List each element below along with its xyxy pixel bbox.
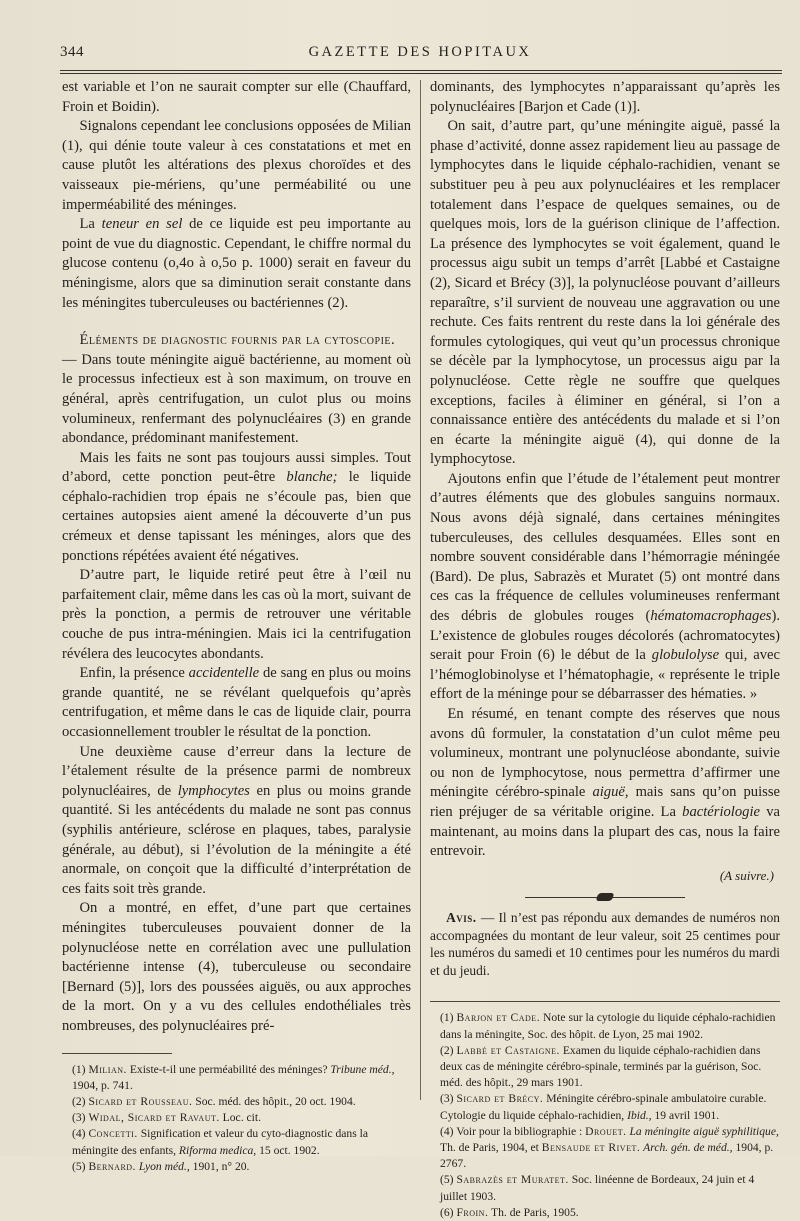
text-run: de ce liquide est peu importante au point de vue du diagnostic. Cependant, le chiffre normal du glucose contenu (o,4o à o,5o p. 1000) serait en faveur du méningisme, alors que sa diminution serait constante dans les méningites tuberculeuses ou bactériennes (2).	[62, 216, 411, 311]
header-rule	[60, 70, 782, 71]
paragraph: — Dans toute méningite aiguë bactérienne, au moment où le processus infectieux est à son maximum, on trouve en général, après centrifugation, un culot plus ou moins volumineux, renfermant des polynucléaires (3) en grande abondance, prédominant manifestement.	[62, 351, 411, 447]
paragraph: est variable et l’on ne saurait compter sur elle (Chauffard, Froin et Boidin).	[62, 79, 411, 115]
paragraph	[430, 705, 780, 862]
journal-title: GAZETTE DES HOPITAUX	[308, 44, 532, 60]
text-run: le liquide céphalo-rachidien trop épais ne s’écoule pas, bien que certaines autopsies aient amené la découverte d’un pus crémeux et dense tapissant les méninges, alors que des ponctions répétées avaient été négatives.	[62, 469, 412, 564]
footnote-author: Bernard.	[88, 1159, 136, 1173]
footnote-author: Concetti.	[88, 1127, 138, 1141]
text-run: Ajoutons enfin que l’étude de l’étalement peut montrer d’autres éléments que des globules sanguins normaux. Nous avons déjà signalé, dans certaines méningites tuberculeuses, des cellules desquamées. Elles sont en nombre souvent considérable dans l’hémorragie méningée (Bard). De plus, Sabrazès et Muratet (5) ont montré dans ces cas la fréquence de cellules volumineuses renfermant des débris de globules rouges (	[430, 470, 780, 625]
italic-text: aiguë,	[592, 784, 629, 801]
footnote-rule	[62, 1053, 172, 1054]
text-run: Examen du liquide céphalo-rachidien dans deux cas de méningite cérébro-spinale, terminés par la guérison, Soc. méd. des hôpit., 29 mars 1901.	[440, 1043, 762, 1090]
text-run: La	[79, 216, 95, 233]
text-run: Existe-t-il une perméabilité des méninges?	[129, 1062, 328, 1076]
text-run: Une deuxième cause d’erreur dans la lecture de l’étalement résulte de la présence parmi de nombreux polynucléaires, de	[62, 743, 411, 799]
text-run: Loc. cit.	[222, 1111, 261, 1125]
text-run: En résumé, en tenant compte des réserves que nous avons dû formuler, la constatation d’un culot même peu volumineux, montrant une polynucléose abondante, suivie ou non de lymphocytose, nous permettra d’affirmer une méningite cérébro-spinale	[430, 706, 780, 801]
text-run: de sang en plus ou moins grande quantité, ne se révélant quelquefois qu’après centrifugation, et même dans le cas de liquide clair, pourra occasionnellement troubler le résultat de la ponction.	[62, 665, 411, 740]
column-divider	[420, 80, 421, 1100]
text-run: Th. de Paris, 1905.	[491, 1205, 579, 1219]
ornament-diamond	[596, 893, 615, 901]
text-run: Mais les faits ne sont pas toujours aussi simples. Tout d’abord, cette ponction peut-être	[62, 449, 411, 486]
italic-text: La méningite aiguë syphilitique,	[629, 1124, 779, 1138]
footnote-author: Sicard et Brécy.	[456, 1092, 544, 1106]
section-heading	[62, 331, 411, 351]
footnote-number: (5)	[72, 1159, 86, 1173]
footnote	[62, 1126, 411, 1158]
italic-text: Ibid.,	[627, 1108, 652, 1122]
italic-text: Tribune méd.,	[330, 1062, 395, 1076]
footnote	[62, 1062, 411, 1094]
text-run: Th. de Paris, 1904, et	[440, 1140, 539, 1154]
text-run: 19 avril 1901.	[654, 1108, 720, 1122]
ornamental-divider	[525, 893, 685, 903]
footnote-author: Milian.	[88, 1062, 127, 1076]
paragraph	[62, 664, 411, 742]
italic-text: blanche;	[286, 469, 338, 486]
text-run: 1904, p. 741.	[72, 1078, 133, 1092]
text-run: en plus ou moins grande quantité. Si les antécédents du malade ne sont pas connus (syphilis antérieure, sclérose en plaques, tabes, paralysie générale, au début), si l’évolution de la méningite a été anormale, on conçoit que la difficulté d’interprétation de ces faits soit très grande.	[62, 782, 411, 897]
footnote	[430, 1043, 780, 1092]
text-run: ). L’existence de globules rouges décolorés (achromatocytes) serait pour Froin (6) le début de la	[430, 608, 780, 664]
italic-text: Riforma medica,	[178, 1143, 257, 1157]
paragraph	[430, 470, 780, 705]
paragraph: On a montré, en effet, d’une part que certaines méningites tuberculeuses pouvaient donner de la polynucléose nette en corrélation avec une pullulation bactérienne intense (4), tuberculeuse ou secondaire [Bernard (5)], lors des poussées aiguës, ou aux approches de la mort. On y a vu des cellules endothéliales très nombreuses, des polynucléaires pré-	[62, 900, 411, 1034]
paragraph	[62, 215, 411, 313]
footnote-author: Labbé et Castaigne.	[456, 1043, 560, 1057]
footnote	[62, 1159, 411, 1175]
footnote-number: (3)	[72, 1111, 86, 1125]
text-run: mais sans qu’on puisse rien préjuger de sa véritable origine. La	[430, 784, 780, 820]
notice-paragraph	[430, 909, 780, 979]
footnote	[430, 1172, 780, 1204]
text-run: Soc. méd. des hôpit., 20 oct. 1904.	[195, 1094, 356, 1108]
footnote-number: (1)	[72, 1062, 86, 1076]
italic-text: accidentelle	[188, 665, 260, 682]
footnote-author: Sabrazès et Muratet.	[456, 1173, 569, 1187]
footnote	[62, 1094, 411, 1110]
notice-label: Avis.	[446, 910, 477, 926]
paragraph: On sait, d’autre part, qu’une méningite aiguë, passé la phase d’activité, donne assez rapidement lieu au passage de lymphocytes dans le liquide céphalo-rachidien, venant se substituer peu à peu aux polynucléaires et les remplacer totalement dans l’espace de quelques semaines, ou de quelques mois, lors de la guérison clinique de l’affection. La présence des lymphocytes se voit également, quand le processus aigu subit un temps d’arrêt [Labbé et Castaigne (2), Sicard et Brécy (3)], la polynucléose pouvant d’ailleurs reparaître, s’il survient de nouveau une aggravation ou une rechute. Ces faits rentrent du reste dans la loi générale des formules cytologiques, qui veut qu’un processus chronique se décèle par la lymphocytose, un processus aigu par la polynucléose. Cette règle ne souffre que quelques exceptions, faciles à éliminer en général, si l’on a connaissance entière des antécédents du malade et si l’on en écarte la méningite aiguë (4), qui donne de la lymphocytose.	[430, 118, 780, 468]
footnote-number: (5)	[440, 1173, 454, 1187]
footnote-number: (2)	[440, 1043, 454, 1057]
italic-text: lymphocytes	[177, 782, 250, 799]
text-run: Soc. linéenne de Bordeaux, 24 juin et 4 juillet 1903.	[440, 1173, 755, 1203]
paragraph: dominants, des lymphocytes n’apparaissant qu’après les polynucléaires [Barjon et Cade (1)].	[430, 79, 780, 115]
footnotes-left	[62, 1062, 411, 1175]
to-be-continued	[430, 866, 774, 886]
italic-text: Arch. gén. de méd.,	[643, 1140, 733, 1154]
italic-text: hématomacrophages	[650, 608, 772, 625]
italic-text: bactériologie	[682, 803, 760, 820]
text-run: Méningite cérébro-spinale ambulatoire curable. Cytologie du liquide céphalo-rachidien,	[440, 1092, 767, 1122]
section-heading-text: Éléments de diagnostic fournis par la cytoscopie.	[79, 332, 396, 349]
footnote	[62, 1110, 411, 1126]
text-run: 1904, p. 2767.	[440, 1140, 774, 1171]
notice-text: — Il n’est pas répondu aux demandes de numéros non accompagnées du montant de leur valeur, soit 25 centimes pour les numéros du samedi et 10 centimes pour les numéros du mardi et du jeudi.	[430, 910, 780, 978]
to-be-continued-text: (A suivre.)	[719, 867, 774, 883]
text-run: qui, avec l’hémoglobinolyse et l’hématophagie, « représente le triple effort de la méninge pour se débarrasser des hématies. »	[430, 647, 781, 703]
paragraph	[62, 743, 411, 900]
footnote-rule	[430, 1001, 780, 1002]
text-run: va maintenant, au moins dans la plupart des cas, nous la faire entrevoir.	[430, 803, 780, 860]
footnote-author: Bensaude et Rivet.	[541, 1140, 641, 1154]
paragraph: Signalons cependant lee conclusions opposées de Milian (1), qui dénie toute valeur à ces constatations et met en cause plutôt les altérations des plexus choroïdes et des vaisseaux pie-mériens, qu’une perméabilité ou une imperméabilité des méninges.	[62, 118, 411, 213]
italic-text: Lyon méd.,	[138, 1159, 190, 1173]
footnotes-right	[430, 1010, 780, 1221]
italic-text: globulolyse	[651, 647, 720, 664]
text-run: Signification et valeur du cyto-diagnostic dans la méningite des enfants,	[72, 1127, 369, 1157]
text-run: 15 oct. 1902.	[259, 1143, 320, 1157]
footnote-author: Drouet.	[585, 1124, 627, 1138]
footnote-number: (6)	[440, 1205, 454, 1219]
footnote	[430, 1091, 780, 1123]
footnote	[430, 1205, 780, 1221]
footnote-number: (3)	[440, 1092, 454, 1106]
footnote-number: (2)	[72, 1094, 86, 1108]
text-run: Note sur la cytologie du liquide céphalo-rachidien dans la méningite, Soc. des hôpit. de Lyon, 25 mai 1902.	[440, 1011, 776, 1041]
footnote	[430, 1124, 780, 1173]
page-number: 344	[60, 44, 84, 60]
paragraph	[62, 449, 411, 567]
text-run: Enfin, la présence	[79, 665, 185, 682]
footnote-number: (4)	[72, 1127, 86, 1141]
italic-text: teneur en sel	[101, 216, 183, 233]
footnote-author: Sicard et Rousseau.	[88, 1094, 193, 1108]
page-header	[60, 44, 780, 66]
footnote-author: Widal, Sicard et Ravaut.	[88, 1111, 220, 1125]
footnote-author: Froin.	[456, 1205, 489, 1219]
right-column	[430, 78, 780, 1221]
text-run: 1901, n° 20.	[192, 1159, 250, 1173]
footnote-number: (4) Voir pour la bibliographie :	[440, 1124, 583, 1138]
footnote-number: (1)	[440, 1011, 454, 1025]
footnote	[430, 1010, 780, 1042]
left-column	[62, 78, 411, 1175]
paragraph: D’autre part, le liquide retiré peut être à l’œil nu parfaitement clair, même dans les cas où la mort, suivant de près la ponction, a permis de retrouver une véritable couche de pus intra-méningien. Mais ici la centrifugation révélera des leucocytes abondants.	[62, 567, 411, 662]
header-rule-secondary	[60, 73, 782, 74]
footnote-author: Barjon et Cade.	[456, 1011, 541, 1025]
